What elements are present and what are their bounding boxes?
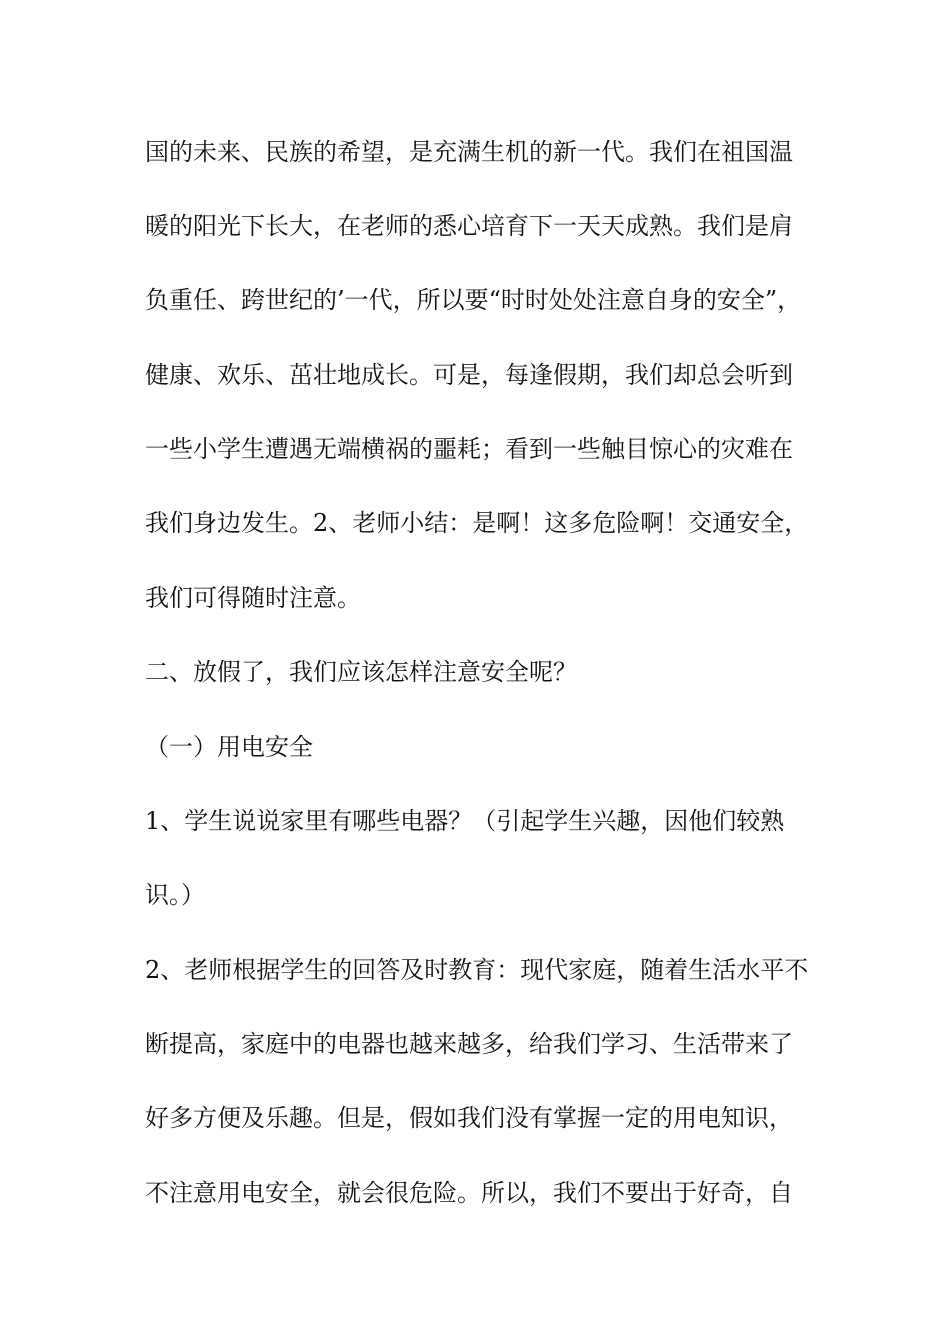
text-line: 识。） [145,881,205,909]
text-line: 健康、欢乐、茁壮地成长。可是，每逢假期，我们却总会听到 [145,361,793,389]
text-line: 负重任、跨世纪的’一代，所以要“时时处处注意自身的安全”， [145,286,802,314]
subsection-heading: （一）用电安全 [145,733,313,761]
text-line: 好多方便及乐趣。但是，假如我们没有掌握一定的用电知识， [145,1104,793,1132]
text-line: 我们身边发生。2、老师小结：是啊！这多危险啊！交通安全， [145,509,809,537]
text-line: 一些小学生遭遇无端横祸的噩耗；看到一些触目惊心的灾难在 [145,435,793,463]
text-line: 断提高，家庭中的电器也越来越多，给我们学习、生活带来了 [145,1030,793,1058]
text-line: 2、老师根据学生的回答及时教育：现代家庭，随着生活水平不 [145,956,809,984]
section-heading: 二、放假了，我们应该怎样注意安全呢？ [145,658,577,686]
text-line: 我们可得随时注意。 [145,584,361,612]
text-line: 1、学生说说家里有哪些电器？（引起学生兴趣，因他们较熟 [145,807,785,835]
text-line: 国的未来、民族的希望，是充满生机的新一代。我们在祖国温 [145,138,793,166]
text-line: 不注意用电安全，就会很危险。所以，我们不要出于好奇，自 [145,1179,793,1207]
text-line: 暖的阳光下长大，在老师的悉心培育下一天天成熟。我们是肩 [145,212,793,240]
